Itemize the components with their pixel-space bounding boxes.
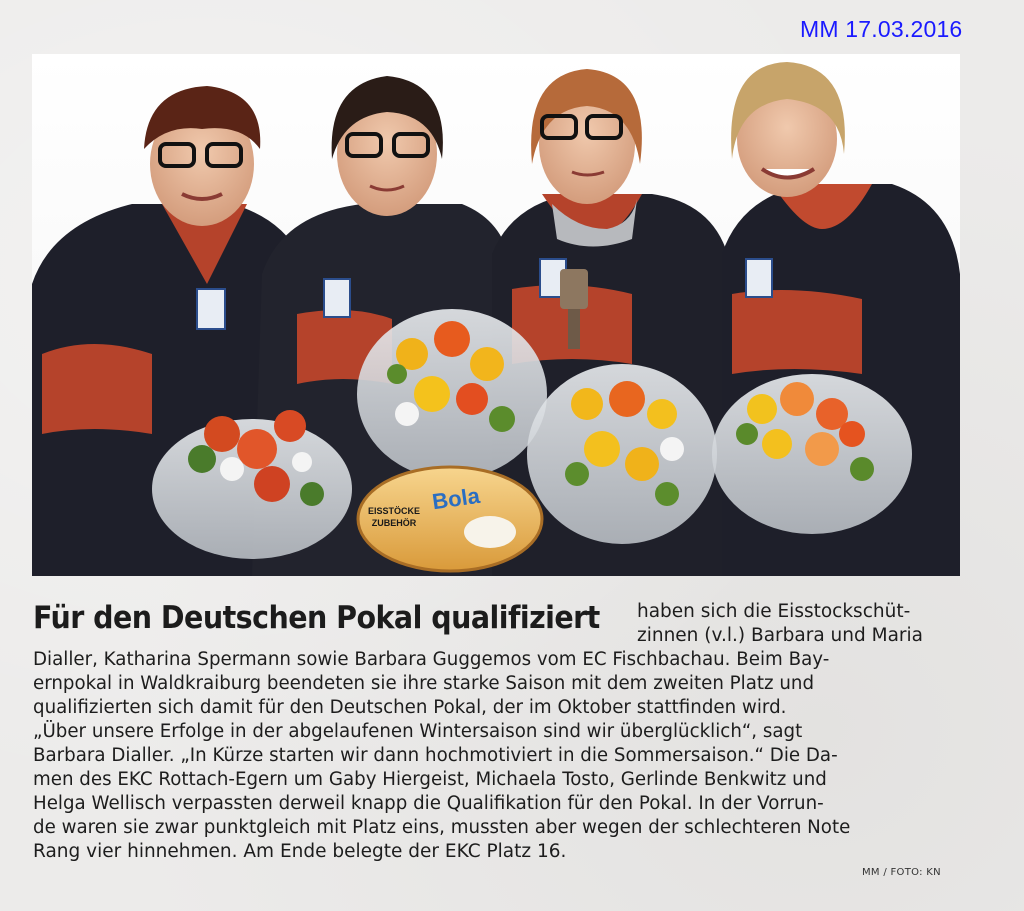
article-line: zinnen (v.l.) Barbara und Maria xyxy=(637,625,924,646)
article-line: de waren sie zwar punktgleich mit Platz eins, mussten aber wegen der schlechteren Note xyxy=(33,817,851,838)
team-photo-illustration xyxy=(32,54,960,576)
logo-line-2: ZUBEHÖR xyxy=(371,518,417,528)
bouquet-4 xyxy=(712,374,912,534)
article-line: Barbara Dialler. „In Kürze starten wir dann hochmotiviert in die Sommersaison.“ Die Da- xyxy=(33,745,838,766)
article-line: Rang vier hinnehmen. Am Ende belegte der EKC Platz 16. xyxy=(33,841,567,862)
article-line: qualifizierten sich damit für den Deutschen Pokal, der im Oktober stattfinden wird. xyxy=(33,697,787,718)
logo-wordmark: Bola xyxy=(430,482,482,515)
article-headline: Für den Deutschen Pokal qualifiziert xyxy=(33,600,600,636)
article-line: ernpokal in Waldkraiburg beendeten sie ihre starke Saison mit dem zweiten Platz und xyxy=(33,673,815,694)
bouquet-3 xyxy=(527,364,717,544)
article-line: Dialler, Katharina Spermann sowie Barbara Guggemos vom EC Fischbachau. Beim Bay- xyxy=(33,649,830,670)
source-date-label: MM 17.03.2016 xyxy=(800,16,963,42)
photo-credit: MM / FOTO: KN xyxy=(862,867,941,878)
logo-line-1: EISSTÖCKE xyxy=(367,506,421,516)
bouquet-2 xyxy=(357,309,547,479)
article-line: haben sich die Eisstockschüt- xyxy=(637,601,911,622)
sponsor-logo-bola xyxy=(358,467,542,571)
team-photo xyxy=(32,54,960,576)
article-line: Helga Wellisch verpassten derweil knapp die Qualifikation für den Pokal. In der Vorrun- xyxy=(33,793,824,814)
article-line: „Über unsere Erfolge in der abgelaufenen Wintersaison sind wir überglücklich“, sagt xyxy=(33,721,803,742)
article-line: men des EKC Rottach-Egern um Gaby Hiergeist, Michaela Tosto, Gerlinde Benkwitz und xyxy=(33,769,827,790)
